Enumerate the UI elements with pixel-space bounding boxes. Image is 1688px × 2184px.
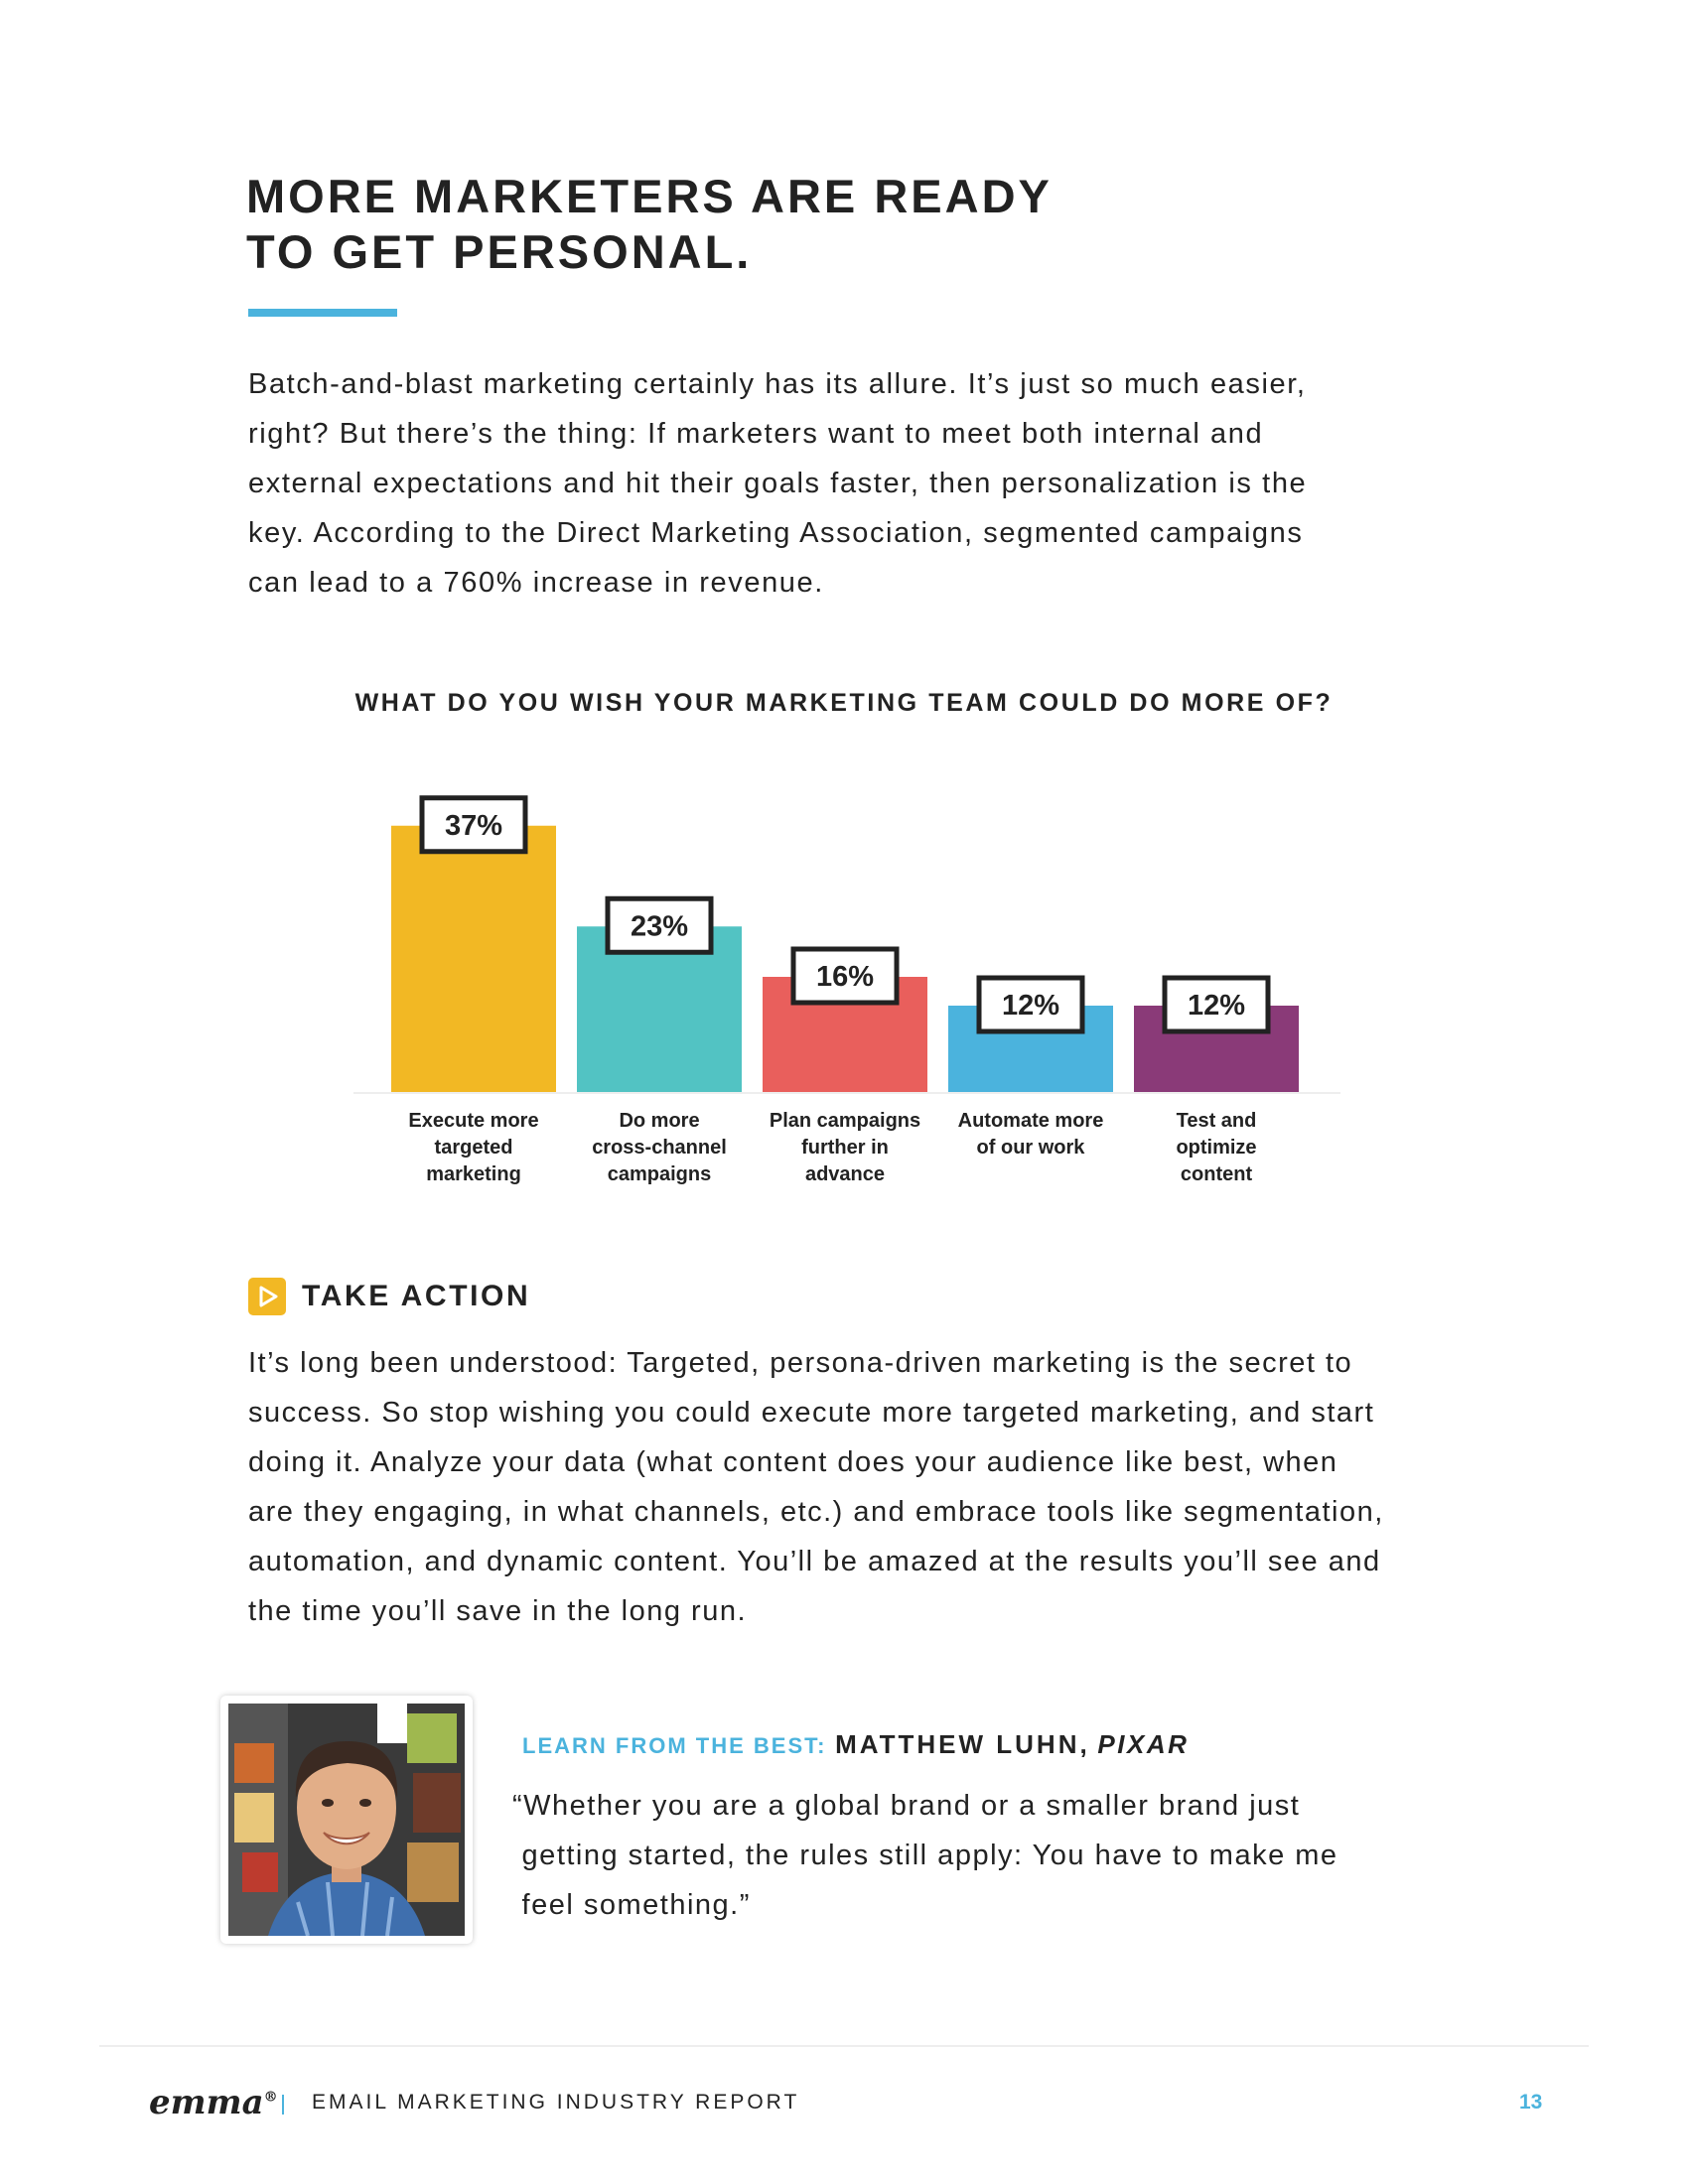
take-action-title: TAKE ACTION	[302, 1280, 531, 1312]
quote-line: feel something.”	[512, 1889, 751, 1921]
quote-line: getting started, the rules still apply: You have to make me	[512, 1840, 1338, 1871]
bar-chart	[0, 754, 1688, 1211]
category-label: targeted	[434, 1137, 513, 1159]
category-label: Plan campaigns	[769, 1110, 921, 1132]
category-label: further in	[801, 1137, 889, 1159]
take-action-line: success. So stop wishing you could execute more targeted marketing, and start	[248, 1397, 1375, 1429]
expert-name: MATTHEW LUHN	[835, 1729, 1080, 1759]
intro-line: can lead to a 760% increase in revenue.	[248, 567, 824, 599]
expert-organization: PIXAR	[1097, 1729, 1190, 1759]
intro-paragraph	[248, 359, 1440, 608]
bar	[391, 826, 556, 1092]
page-number: 13	[1519, 2091, 1543, 2114]
take-action-line: the time you’ll save in the long run.	[248, 1595, 748, 1627]
take-action-line: automation, and dynamic content. You’ll be amazed at the results you’ll see and	[248, 1546, 1381, 1577]
bar-value-label: 37%	[444, 809, 503, 842]
bar-value-label: 16%	[815, 961, 875, 993]
category-label: content	[1180, 1163, 1253, 1185]
category-label: Execute more	[408, 1110, 539, 1132]
take-action-line: It’s long been understood: Targeted, persona-driven marketing is the secret to	[248, 1347, 1353, 1379]
category-label: of our work	[976, 1137, 1085, 1159]
heading-line-1: MORE MARKETERS ARE READY	[246, 170, 1053, 222]
quote-line: “Whether you are a global brand or a smaller brand just	[512, 1790, 1301, 1822]
category-label: Test and	[1176, 1110, 1257, 1132]
category-label: advance	[804, 1163, 886, 1185]
take-action-icon-box	[248, 1278, 286, 1315]
bar-value-label: 12%	[1187, 990, 1246, 1022]
category-label: cross-channel	[592, 1137, 727, 1159]
category-label: optimize	[1176, 1137, 1257, 1159]
report-name: EMAIL MARKETING INDUSTRY REPORT	[312, 2091, 800, 2114]
intro-line: key. According to the Direct Marketing Association, segmented campaigns	[248, 517, 1304, 549]
logo-registered-mark: ®	[263, 2089, 278, 2106]
heading-underline	[248, 309, 397, 317]
category-label: Automate more	[957, 1110, 1104, 1132]
logo-text: emma	[149, 2083, 264, 2122]
play-icon	[248, 1278, 286, 1315]
page-heading	[246, 169, 1053, 280]
intro-line: Batch-and-blast marketing certainly has its allure. It’s just so much easier,	[248, 368, 1307, 400]
footer-separator	[282, 2095, 284, 2115]
heading-line-2: TO GET PERSONAL.	[246, 225, 753, 278]
portrait-photo	[220, 1696, 473, 1944]
category-label: marketing	[426, 1163, 521, 1185]
category-label: campaigns	[607, 1163, 712, 1185]
chart-title: WHAT DO YOU WISH YOUR MARKETING TEAM COULD DO MORE OF?	[354, 689, 1334, 717]
expert-quote	[512, 1781, 1436, 1930]
bar-value-label: 12%	[1001, 990, 1060, 1022]
footer-divider	[99, 2045, 1589, 2047]
take-action-line: are they engaging, in what channels, etc.) and embrace tools like segmentation,	[248, 1496, 1384, 1528]
portrait-image	[228, 1704, 465, 1936]
bar-value-label: 23%	[630, 910, 689, 943]
intro-line: external expectations and hit their goals faster, then personalization is the	[248, 468, 1308, 499]
take-action-line: doing it. Analyze your data (what content does your audience like best, when	[248, 1446, 1338, 1478]
emma-logo	[149, 2083, 278, 2122]
name-separator: ,	[1079, 1729, 1089, 1759]
category-label: Do more	[619, 1110, 700, 1132]
intro-line: right? But there’s the thing: If marketers want to meet both internal and	[248, 418, 1264, 450]
learn-from-best-heading	[522, 1729, 1189, 1761]
take-action-paragraph	[248, 1338, 1499, 1636]
learn-label: LEARN FROM THE BEST:	[522, 1733, 827, 1758]
